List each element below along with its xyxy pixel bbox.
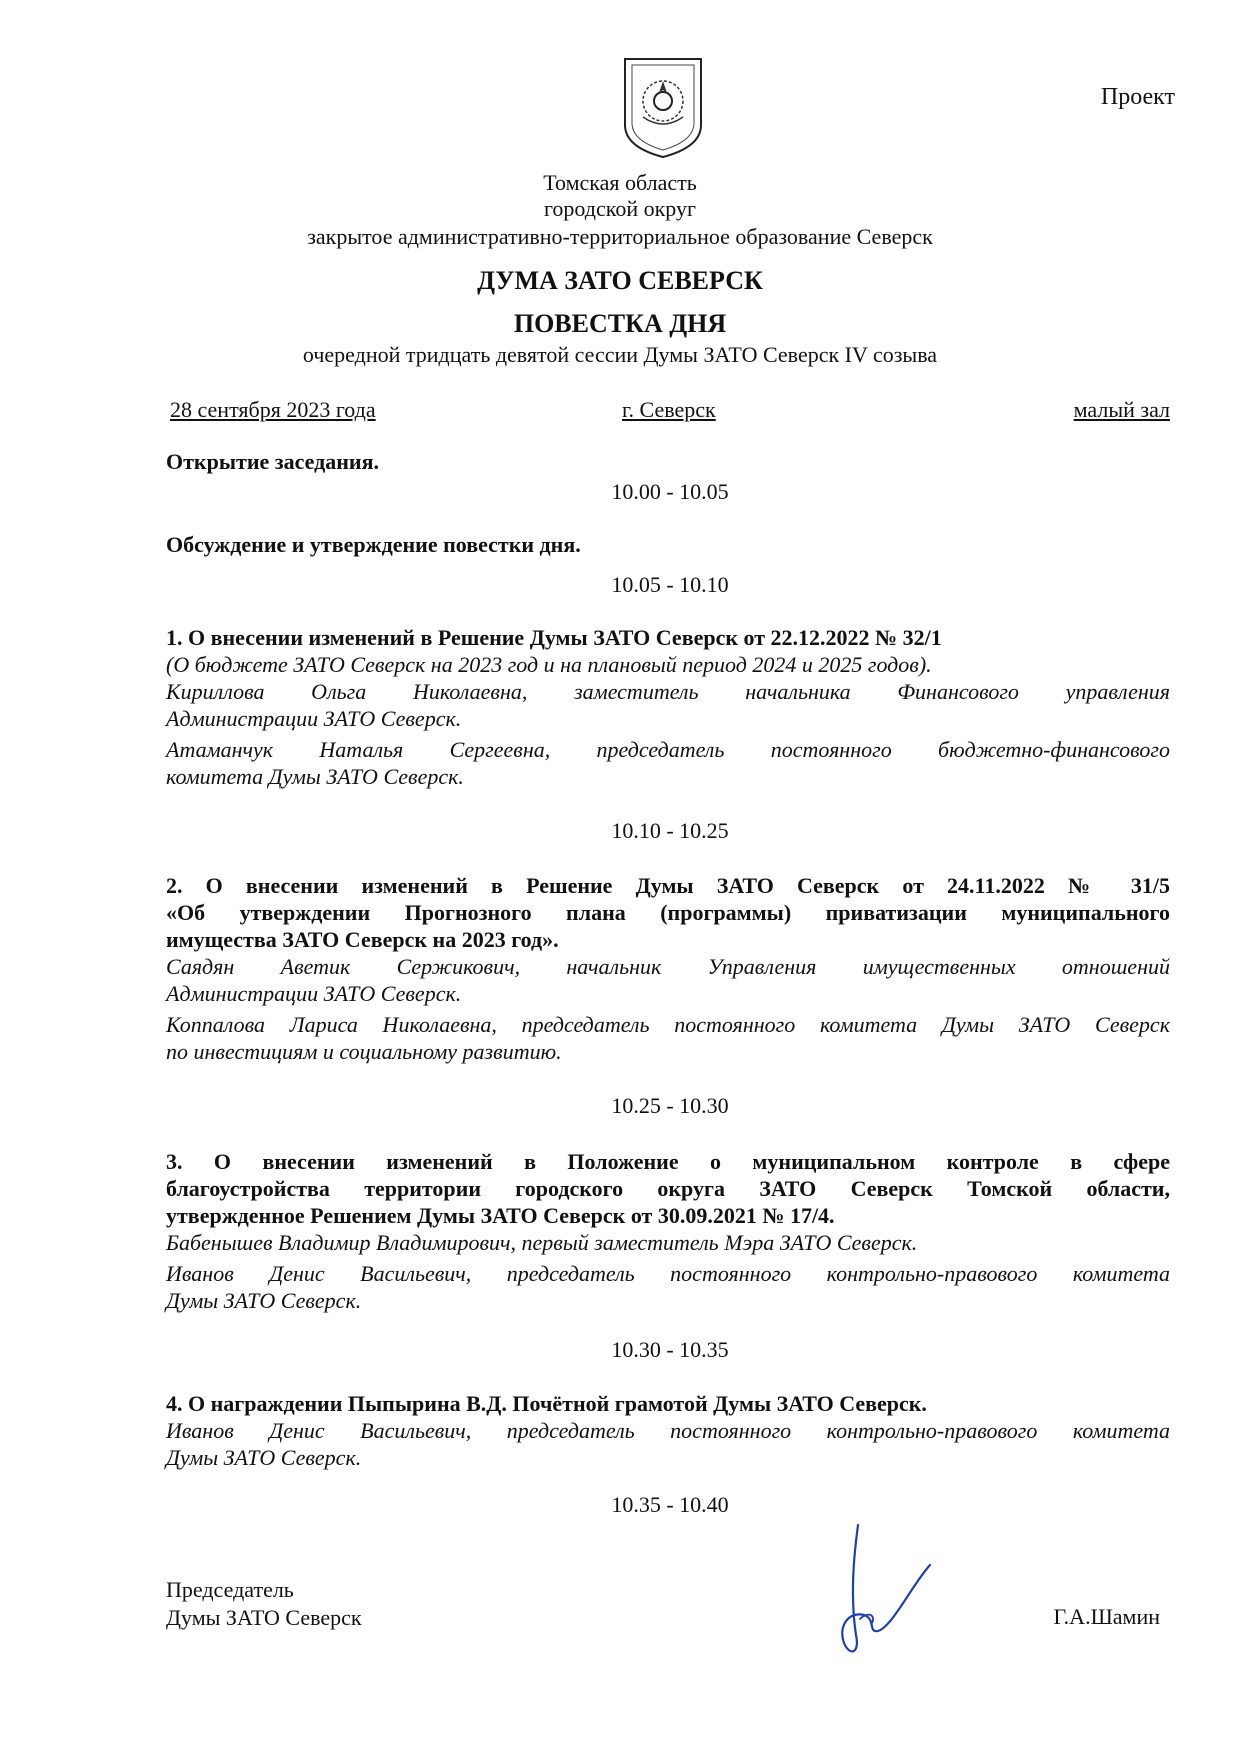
region-line: Томская область (543, 170, 697, 195)
speaker-line: Кириллова Ольга Николаевна, заместитель начальника Финансового управления (166, 679, 1170, 704)
speaker-line: Администрации ЗАТО Северск. (166, 981, 462, 1006)
item-time: 10.30 - 10.35 (611, 1337, 729, 1362)
document-subtitle: очередной тридцать девятой сессии Думы ЗАТО Северск IV созыва (302, 342, 938, 367)
discussion-time: 10.05 - 10.10 (611, 572, 729, 597)
speaker-line: Бабенышев Владимир Владимирович, первый заместитель Мэра ЗАТО Северск. (166, 1230, 918, 1255)
agenda-item (166, 872, 1170, 1065)
signature-icon (820, 1515, 940, 1660)
agenda-item (166, 1390, 1170, 1471)
item-note: (О бюджете ЗАТО Северск на 2023 год и на плановый период 2024 и 2025 годов). (166, 652, 932, 677)
speaker-line: Коппалова Лариса Николаевна, председатель постоянного комитета Думы ЗАТО Северск (166, 1012, 1170, 1037)
speaker-line: Администрации ЗАТО Северск. (166, 706, 462, 731)
meeting-hall: малый зал (1073, 397, 1170, 422)
speaker-line: комитета Думы ЗАТО Северск. (166, 764, 464, 789)
item-time: 10.10 - 10.25 (611, 818, 729, 843)
item-title: 3. О внесении изменений в Положение о муниципальном контроле в сфере (166, 1149, 1170, 1174)
speaker-line: Атаманчук Наталья Сергеевна, председатель постоянного бюджетно-финансового (166, 737, 1170, 762)
item-title: имущества ЗАТО Северск на 2023 год». (166, 927, 559, 952)
council-title: ДУМА ЗАТО СЕВЕРСК (477, 266, 763, 295)
speaker-line: Иванов Денис Васильевич, председатель постоянного контрольно-правового комитета (166, 1261, 1170, 1286)
position-line: Председатель (166, 1577, 294, 1602)
opening-time: 10.00 - 10.05 (611, 479, 729, 504)
meeting-date: 28 сентября 2023 года (170, 397, 376, 422)
speaker-line: Саядян Аветик Сержикович, начальник Управления имущественных отношений (166, 954, 1170, 979)
signer-position (166, 1576, 362, 1632)
district-line: городской округ (543, 196, 697, 221)
formation-line: закрытое административно-территориальное образование Северск (307, 224, 933, 249)
coat-of-arms-icon (620, 55, 706, 161)
agenda-item (166, 1148, 1170, 1314)
position-line: Думы ЗАТО Северск (166, 1605, 362, 1630)
signer-name: Г.А.Шамин (1053, 1604, 1160, 1629)
speaker-line: по инвестициям и социальному развитию. (166, 1039, 562, 1064)
discussion-title: Обсуждение и утверждение повестки дня. (166, 532, 581, 557)
agenda-item (166, 624, 1170, 790)
item-title: 2. О внесении изменений в Решение Думы ЗАТО Северск от 24.11.2022 № 31/5 (166, 873, 1170, 898)
item-title: благоустройства территории городского округа ЗАТО Северск Томской области, (166, 1176, 1170, 1201)
item-title: 4. О награждении Пыпырина В.Д. Почётной грамотой Думы ЗАТО Северск. (166, 1391, 927, 1416)
item-title: 1. О внесении изменений в Решение Думы ЗАТО Северск от 22.12.2022 № 32/1 (166, 625, 942, 650)
opening-title: Открытие заседания. (166, 449, 379, 474)
item-title: утвержденное Решением Думы ЗАТО Северск от 30.09.2021 № 17/4. (166, 1203, 835, 1228)
speaker-line: Думы ЗАТО Северск. (166, 1288, 362, 1313)
meeting-city: г. Северск (622, 397, 716, 422)
item-time: 10.35 - 10.40 (611, 1492, 729, 1517)
item-time: 10.25 - 10.30 (611, 1093, 729, 1118)
draft-label: Проект (1100, 84, 1175, 110)
speaker-line: Думы ЗАТО Северск. (166, 1445, 362, 1470)
document-title: ПОВЕСТКА ДНЯ (513, 309, 727, 338)
item-title: «Об утверждении Прогнозного плана (программы) приватизации муниципального (166, 900, 1170, 925)
speaker-line: Иванов Денис Васильевич, председатель постоянного контрольно-правового комитета (166, 1418, 1170, 1443)
